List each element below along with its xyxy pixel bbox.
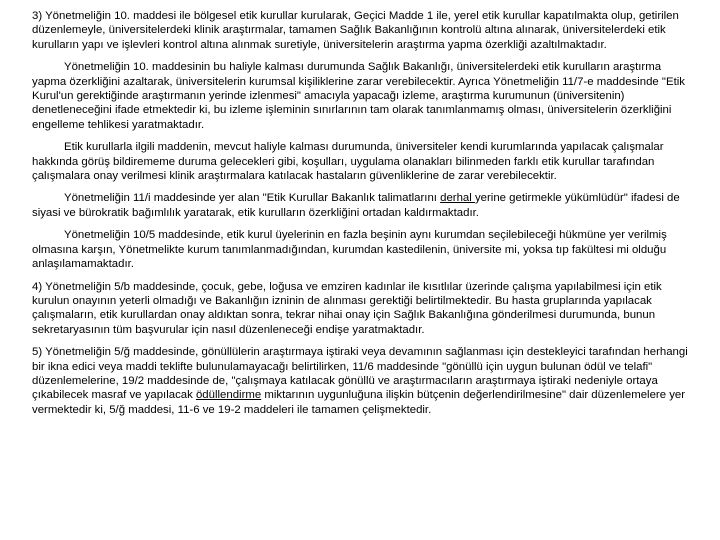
underlined-word-odullendirme: ödüllendirme <box>195 389 262 402</box>
paragraph-ethics-boards-safety: Etik kurullarla ilgili maddenin, mevcut haliyle kalması durumunda, üniversiteler kendi kurumlarında yapılacak çalışmalar hakkında görüş bildirememe duruma gelecekleri gibi, koşulları, uygulama olanakları bilinmeden farklı etik kurullar tarafından çalışmalara onay verilmesi klinik araştırmalara katılacak hastaların güvenliklerine de zarar verebilecektir. <box>32 141 664 183</box>
paragraph-item-5 <box>32 345 694 417</box>
underlined-word-derhal: derhal <box>440 192 475 205</box>
paragraph-gap <box>32 272 694 280</box>
paragraph-text-before: Yönetmeliğin 11/i maddesinde yer alan "Etik Kurullar Bakanlık talimatlarını <box>64 192 441 205</box>
paragraph-article-11i <box>32 191 694 220</box>
paragraph-gap <box>32 183 694 191</box>
paragraph-text-before: 5) Yönetmeliğin 5/ğ maddesinde, gönüllülerin araştırmaya iştiraki veya devamının sağlanması için destekleyici tarafından herhangi bir ikna edici veya maddi teklifte bulunulamayacağı belirtilirken, 11/6 maddesinde "gönüllü için uygun bulunan ödül ve telafi" düzenlemelerine, 19/2 maddesinde de, "çalışmaya katılacak gönüllü ve araştırmacıların araştırmaya iştiraki nedeniyle ortaya çıkabilecek masraf ve yapılacak <box>32 346 688 402</box>
paragraph-gap <box>32 337 694 345</box>
paragraph-gap <box>32 220 694 228</box>
paragraph-article-10-autonomy: Yönetmeliğin 10. maddesinin bu haliyle kalması durumunda Sağlık Bakanlığı, üniversitelerdeki etik kurulların araştırma yapma özerkliğini azaltarak, üniversitelerin kurumsal kişiliklerine zarar verebilecektir. Ayrıca Yönetmeliğin 11/7-e maddesinde "Etik Kurul'un gerektiğinde araştırmanın yerinde izlenmesi" amacıyla yapacağı izleme, araştırma kurumunun (üniversitenin) denetleneceğini ifade etmektedir ki, bu izleme işleminin sınırlarının tam olarak tanımlanmamış olması, üniversitelerin özerkliğini engelleme tehlikesi yaratmaktadır. <box>32 61 685 131</box>
paragraph-text-after: miktarının uygunluğuna ilişkin bütçenin değerlendirilmesine" dair düzenlemelere yer vermektedir ki, 5/ğ maddesi, 11-6 ve 19-2 maddeleri ile tamamen çelişmektedir. <box>32 389 686 416</box>
paragraph-text-after: yerine getirmekle yükümlüdür" ifadesi de siyasi ve bürokratik bağımlılık yaratarak, etik kurulların özerkliğini ortadan kaldırmaktadır. <box>32 192 680 219</box>
document-body <box>32 9 694 417</box>
paragraph-gap <box>32 132 694 140</box>
paragraph-item-3: 3) Yönetmeliğin 10. maddesi ile bölgesel etik kurullar kurularak, Geçici Madde 1 ile, yerel etik kurullar kapatılmakta olup, getirilen düzenlemeyle, üniversitelerdeki klinik araştırmalar, tamamen Sağlık Bakanlığının kontrolü altına alınarak, üniversitelerdeki etik kurulların yapı ve işlevleri kontrol altına alınmak suretiyle, üniversitelerin araştırma yapma özerkliği azaltılmaktadır. <box>32 10 679 51</box>
paragraph-gap <box>32 52 694 60</box>
paragraph-article-10-5: Yönetmeliğin 10/5 maddesinde, etik kurul üyelerinin en fazla beşinin aynı kurumdan seçilebileceği hükmüne yer verilmiş olmasına karşın, Yönetmelikte kurum tanımlanmadığından, kurumdan kastedilenin, üniversite mi, yoksa tıp fakültesi mi olduğu anlaşılamamaktadır. <box>32 229 667 271</box>
paragraph-item-4: 4) Yönetmeliğin 5/b maddesinde, çocuk, gebe, loğusa ve emziren kadınlar ile kısıtlılar üzerinde çalışma yapılabilmesi için etik kurulun onayının yeterli olmadığı ve Bakanlığın izninin de alınması gerektiği belirtilmektedir. Bu hasta gruplarında yapılacak çalışmaların, etik kurullardan onay aldıktan sonra, tekrar nihai onay için Sağlık Bakanlığına gönderilmesi durumunda, bunun sekretaryasının tüm başvurular için nasıl düzenleneceği endişe yaratmaktadır. <box>32 280 662 336</box>
